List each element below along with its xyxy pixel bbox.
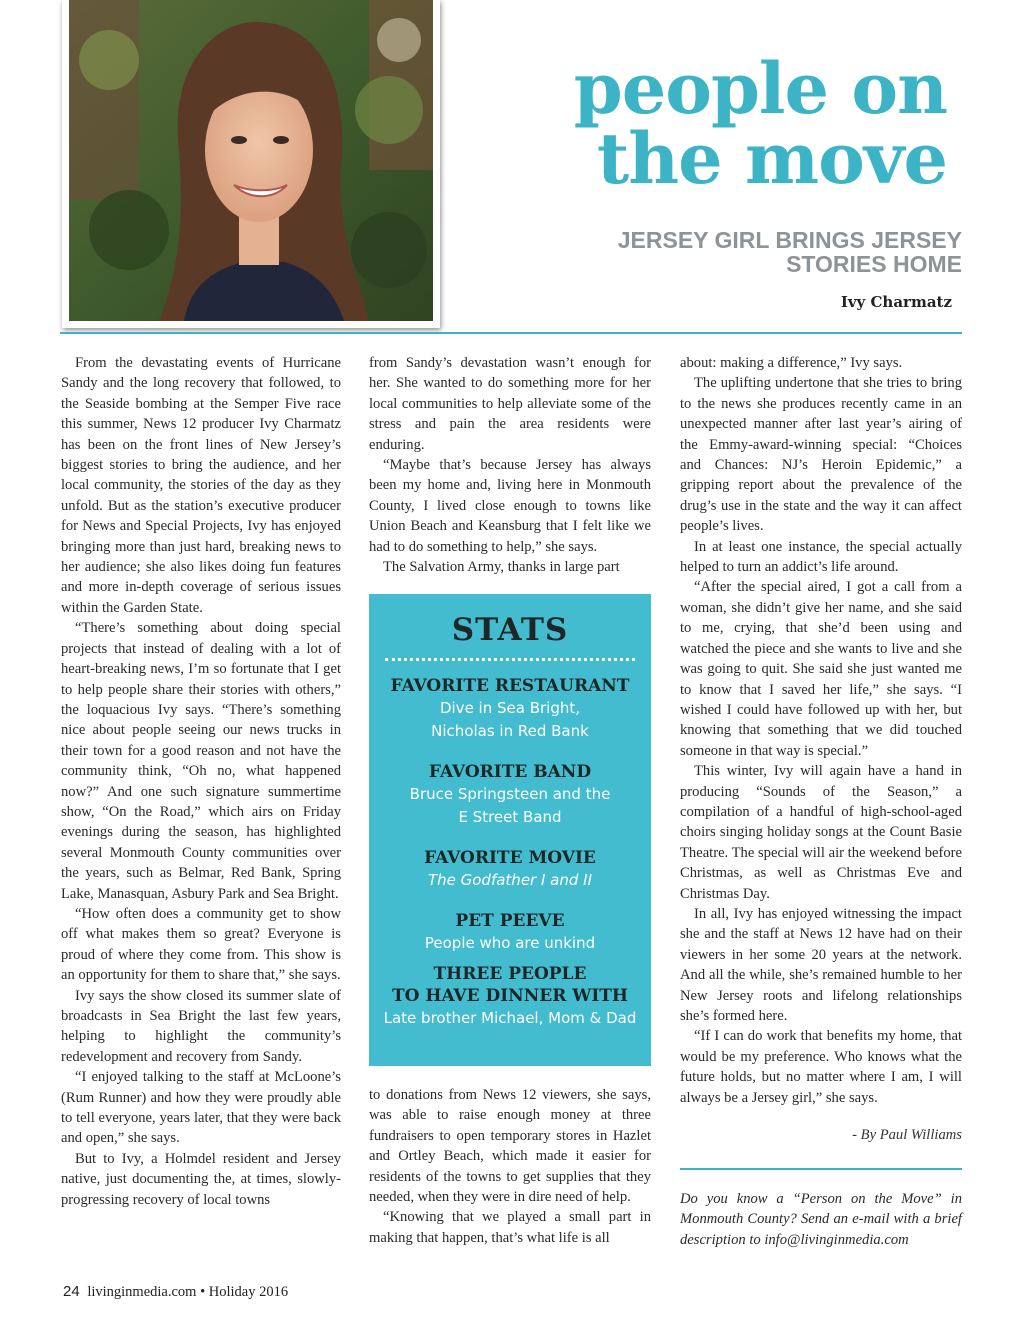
paragraph: “If I can do work that benefits my home, that would be my preference. Who knows what the future holds, but no matter where I am, I will always be a Jersey girl,” she says. [680,1028,962,1106]
headline-line-2: the move [596,117,947,200]
page-footer [63,1283,288,1301]
stat-label: FAVORITE MOVIE [424,848,596,868]
paragraph: In at least one instance, the special actually helped to turn an addict’s life around. [680,538,962,576]
stat-label: FAVORITE RESTAURANT [390,676,630,696]
paragraph: But to Ivy, a Holmdel resident and Jersey native, just documenting the, at times, slowly-progressing recovery of local towns [61,1150,341,1208]
subject-name: Ivy Charmatz [840,293,952,311]
submission-note: Do you know a “Person on the Move” in Monmouth County? Send an e-mail with a brief description to info@livinginmedia.com [680,1191,962,1248]
deck-line-2: STORIES HOME [786,251,962,277]
paragraph: The Salvation Army, thanks in large part [383,559,620,576]
stat-value: People who are unkind [424,934,596,952]
stat-value: The Godfather I and II [427,871,593,889]
paragraph: “How often does a community get to show off what makes them so great? Everyone is proud of where they come from. This show is an opportunity for them to share that,” she says. [61,905,341,984]
article-column-2-top [369,353,651,577]
dotted-divider [385,658,635,661]
paragraph: In all, Ivy has enjoyed witnessing the impact she and the staff at News 12 have had on their viewers in her some 20 years at the network. And all the while, she’s remained humble to her New Jersey roots and lifelong relationships she’s formed here. [680,905,962,1024]
paragraph: From the devastating events of Hurricane Sandy and the long recovery that followed, to the Seaside bombing at the Semper Five race this summer, News 12 producer Ivy Charmatz has been on the front lines of New Jersey’s biggest stories to bring the audience, and her local community, the stories of the day as they unfold. But as the station’s executive producer for News and Special Projects, Ivy has enjoyed bringing more than just hard, breaking news to her audience; she also likes doing fun features and more in-depth coverage of serious issues within the Garden State. [61,355,341,616]
stat-favorite-movie [369,847,651,892]
page-number: 24 [63,1283,80,1300]
stat-value: Late brother Michael, Mom & Dad [383,1009,637,1027]
portrait-photo-frame [62,0,440,328]
paragraph: to donations from News 12 viewers, she says, was able to raise enough money at three fundraisers to open temporary stores in Hazlet and Ortley Beach, which made it easier for residents of the towns to get supplies that they needed, when they were in dire need of help. [369,1087,651,1206]
stat-pet-peeve [369,910,651,955]
stat-label: THREE PEOPLE [433,964,587,984]
stat-label: TO HAVE DINNER WITH [392,986,628,1006]
article-column-2-bottom [369,1085,651,1248]
deck-line-1: JERSEY GIRL BRINGS JERSEY [617,227,962,253]
paragraph: The uplifting undertone that she tries to bring to the news she produces recently came in an unexpected manner after last year’s airing of the Emmy-award-winning special: “Choices and Chances: NJ’s Heroin Epidemic,” a gripping report about the prevalence of the drug’s use in the state and the way it can affect people’s lives. [680,375,962,535]
paragraph: “There’s something about doing special projects that instead of dealing with a lot of heart-breaking news, I’m so fortunate that I get to help people share their stories with others,” the loquacious Ivy says. “There’s something nice about people seeing our news trucks in their town for a good reason and not have the community think, “Oh no, what happened now?” And one such signature summertime show, “On the Road,” which airs on Friday evenings during the season, has highlighted several Monmouth County communities over the years, such as Belmar, Red Bank, Spring Lake, Manasquan, Asbury Park and Sea Bright. [61,620,341,902]
paragraph: Ivy says the show closed its summer slate of broadcasts in Sea Bright the last few years, helping to highlight the community’s redevelopment and recovery from Sandy. [61,987,341,1065]
stats-sidebar [369,594,651,1066]
paragraph: This winter, Ivy will again have a hand in producing “Sounds of the Season,” a compilation of a handful of high-school-aged choirs singing holiday songs at the Count Basie Theatre. The special will air the weekend before Christmas, as well as Christmas Eve and Christmas Day. [680,763,962,902]
stat-label: PET PEEVE [455,911,565,931]
portrait-photo [69,0,433,321]
paragraph: from Sandy’s devastation wasn’t enough for her. She wanted to do something more for her local communities to help alleviate some of the stress and pain the area residents were enduring. [369,355,651,453]
paragraph: “After the special aired, I got a call from a woman, she didn’t give her name, and she said to me, crying, that she’d been using and watched the piece and she wants to live and she was going to quit. She said she just wanted me to know that I saved her life,” she says. “I wished I could have followed up with her, but knowing that something that we did touched someone in that way is special.” [680,579,962,759]
paragraph: “I enjoyed talking to the staff at McLoone’s (Rum Runner) and how they were proudly able to tell everyone, years later, that they were back and open,” she says. [61,1069,341,1147]
stat-value: Bruce Springsteen and the [409,785,611,803]
stats-title: STATS [451,612,569,648]
stat-value: Dive in Sea Bright, [439,699,581,717]
deck-subtitle [618,228,962,276]
stat-value: Nicholas in Red Bank [431,722,589,740]
headline [573,47,947,200]
author-credit: - By Paul Williams [852,1127,962,1143]
article-column-1 [61,353,341,1210]
paragraph: about: making a difference,” Ivy says. [680,355,903,371]
header-rule [60,332,962,334]
paragraph: “Maybe that’s because Jersey has always been my home and, living here in Monmouth County, I lived close enough to towns like Union Beach and Keansburg that I felt like we had to do something to help,” she says. [369,457,651,555]
stat-favorite-band [369,761,651,829]
stat-label: FAVORITE BAND [428,762,592,782]
stat-value: E Street Band [458,808,562,826]
headline-line-1: people on [573,47,947,130]
note-rule [680,1168,962,1170]
stat-dinner-guests [369,963,651,1030]
paragraph: “Knowing that we played a small part in making that happen, that’s what life is all [369,1209,651,1246]
stat-favorite-restaurant [369,675,651,743]
footer-text: livinginmedia.com • Holiday 2016 [87,1284,289,1300]
article-column-3 [680,353,962,1108]
